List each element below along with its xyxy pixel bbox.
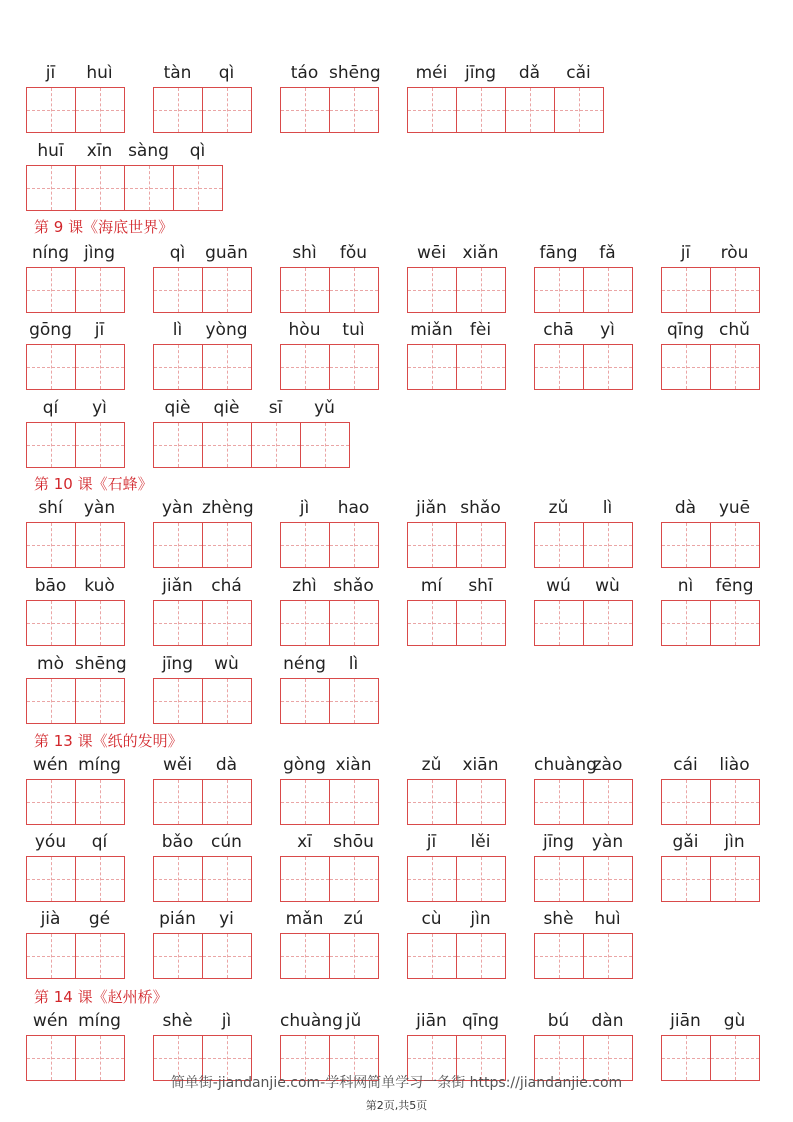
tianzige-cell[interactable] (173, 165, 223, 211)
tianzige-cell[interactable] (202, 87, 252, 133)
pinyin-label: qīng (666, 320, 705, 340)
tianzige-cell[interactable] (407, 522, 457, 568)
pinyin-label: wěi (162, 755, 193, 775)
writing-grid (26, 933, 124, 979)
tianzige-cell[interactable] (202, 267, 252, 313)
pinyin-label: yuē (718, 498, 751, 518)
pinyin-label: liào (719, 755, 750, 775)
tianzige-cell[interactable] (407, 87, 457, 133)
page-number: 第2页,共5页 (365, 1099, 428, 1112)
pinyin-label: qiè (164, 398, 191, 418)
tianzige-cell[interactable] (710, 267, 760, 313)
pinyin-label: qì (169, 243, 186, 263)
tianzige-cell[interactable] (456, 87, 506, 133)
writing-grid (534, 856, 632, 902)
tianzige-cell[interactable] (26, 856, 76, 902)
writing-grid (280, 856, 378, 902)
tianzige-cell[interactable] (153, 344, 203, 390)
pinyin-label: shēng (75, 654, 127, 674)
pinyin-label: qiè (213, 398, 240, 418)
tianzige-cell[interactable] (280, 600, 330, 646)
pinyin-label: qí (42, 398, 59, 418)
writing-grid (153, 87, 251, 133)
pinyin-label: bāo (34, 576, 67, 596)
pinyin-label: cún (211, 832, 242, 852)
pinyin-label: xiān (462, 755, 499, 775)
tianzige-cell[interactable] (26, 165, 76, 211)
writing-grid (534, 933, 632, 979)
writing-grid (280, 779, 378, 825)
pinyin-label: shè (162, 1011, 193, 1031)
pinyin-label: shī (468, 576, 493, 596)
tianzige-cell[interactable] (456, 267, 506, 313)
watermark-footer: 简单街-jiandanjie.com-学科网简单学习一条街 https://jiandanjie.com (170, 1075, 623, 1091)
pinyin-label: wēi (416, 243, 447, 263)
writing-grid (26, 779, 124, 825)
writing-grid (407, 600, 505, 646)
writing-grid (280, 344, 378, 390)
tianzige-cell[interactable] (202, 344, 252, 390)
pinyin-label: gòng (283, 755, 326, 775)
pinyin-label: mí (420, 576, 443, 596)
pinyin-label: bǎo (161, 832, 194, 852)
pinyin-label: gé (88, 909, 111, 929)
tianzige-cell[interactable] (456, 522, 506, 568)
tianzige-cell[interactable] (202, 856, 252, 902)
pinyin-label: yì (600, 320, 615, 340)
tianzige-cell[interactable] (534, 779, 584, 825)
tianzige-cell[interactable] (202, 779, 252, 825)
tianzige-cell[interactable] (407, 856, 457, 902)
tianzige-cell[interactable] (26, 344, 76, 390)
pinyin-label: jì (221, 1011, 232, 1031)
tianzige-cell[interactable] (661, 779, 711, 825)
pinyin-label: qì (189, 141, 206, 161)
tianzige-cell[interactable] (75, 344, 125, 390)
pinyin-label: tuì (342, 320, 365, 340)
tianzige-cell[interactable] (280, 933, 330, 979)
writing-grid (661, 267, 759, 313)
section-title: 第 10 课《石蜂》 (34, 475, 153, 493)
writing-grid (26, 856, 124, 902)
tianzige-cell[interactable] (280, 267, 330, 313)
tianzige-cell[interactable] (329, 933, 379, 979)
pinyin-label: jìn (724, 832, 745, 852)
tianzige-cell[interactable] (329, 678, 379, 724)
tianzige-cell[interactable] (26, 779, 76, 825)
pinyin-label: yàn (591, 832, 624, 852)
pinyin-label: chuàng (534, 755, 597, 775)
tianzige-cell[interactable] (202, 522, 252, 568)
pinyin-label: shí (38, 498, 63, 518)
section-title: 第 13 课《纸的发明》 (34, 732, 183, 750)
tianzige-cell[interactable] (26, 933, 76, 979)
pinyin-label: xī (297, 832, 312, 852)
writing-grid (280, 522, 378, 568)
pinyin-label: dàn (591, 1011, 624, 1031)
pinyin-label: shǎo (460, 498, 501, 518)
writing-grid (534, 600, 632, 646)
writing-grid (534, 267, 632, 313)
tianzige-cell[interactable] (534, 600, 584, 646)
pinyin-label: fāng (539, 243, 578, 263)
section-title: 第 14 课《赵州桥》 (34, 988, 168, 1006)
tianzige-cell[interactable] (75, 933, 125, 979)
tianzige-cell[interactable] (300, 422, 350, 468)
tianzige-cell[interactable] (710, 856, 760, 902)
tianzige-cell[interactable] (280, 522, 330, 568)
writing-grid (280, 87, 378, 133)
pinyin-label: jiān (416, 1011, 447, 1031)
writing-grid (153, 422, 349, 468)
writing-grid (407, 933, 505, 979)
pinyin-label: gǎi (672, 832, 699, 852)
pinyin-label: jì (299, 498, 310, 518)
tianzige-cell[interactable] (661, 267, 711, 313)
writing-grid (661, 600, 759, 646)
pinyin-label: jǔ (345, 1011, 362, 1031)
pinyin-label: chuàng (280, 1011, 343, 1031)
pinyin-label: sī (268, 398, 283, 418)
pinyin-label: fēng (715, 576, 754, 596)
pinyin-label: táo (290, 63, 319, 83)
tianzige-cell[interactable] (583, 600, 633, 646)
pinyin-label: fǒu (339, 243, 368, 263)
tianzige-cell[interactable] (280, 87, 330, 133)
pinyin-label: lì (602, 498, 613, 518)
pinyin-label: jiān (670, 1011, 701, 1031)
writing-grid (153, 678, 251, 724)
pinyin-label: nì (677, 576, 694, 596)
writing-grid (153, 779, 251, 825)
pinyin-label: míng (78, 755, 121, 775)
tianzige-cell[interactable] (407, 267, 457, 313)
tianzige-cell[interactable] (534, 522, 584, 568)
tianzige-cell[interactable] (75, 422, 125, 468)
tianzige-cell[interactable] (583, 267, 633, 313)
section-title: 第 9 课《海底世界》 (34, 218, 174, 236)
pinyin-label: zǔ (421, 755, 442, 775)
tianzige-cell[interactable] (75, 779, 125, 825)
tianzige-cell[interactable] (456, 856, 506, 902)
pinyin-label: qí (91, 832, 108, 852)
writing-grid (26, 87, 124, 133)
tianzige-cell[interactable] (534, 267, 584, 313)
pinyin-label: dà (674, 498, 697, 518)
pinyin-label: fǎ (599, 243, 616, 263)
tianzige-cell[interactable] (407, 779, 457, 825)
pinyin-label: dǎ (518, 63, 541, 83)
pinyin-label: qì (218, 63, 235, 83)
pinyin-label: jiǎn (416, 498, 447, 518)
tianzige-cell[interactable] (75, 267, 125, 313)
pinyin-label: guān (205, 243, 248, 263)
tianzige-cell[interactable] (407, 344, 457, 390)
pinyin-label: wù (595, 576, 620, 596)
tianzige-cell[interactable] (329, 779, 379, 825)
tianzige-cell[interactable] (280, 344, 330, 390)
tianzige-cell[interactable] (554, 87, 604, 133)
pinyin-label: chá (211, 576, 242, 596)
tianzige-cell[interactable] (280, 678, 330, 724)
pinyin-label: wén (32, 755, 69, 775)
pinyin-label: qīng (461, 1011, 500, 1031)
tianzige-cell[interactable] (456, 779, 506, 825)
pinyin-label: gù (723, 1011, 746, 1031)
writing-grid (26, 522, 124, 568)
tianzige-cell[interactable] (26, 600, 76, 646)
writing-grid (153, 522, 251, 568)
tianzige-cell[interactable] (75, 600, 125, 646)
pinyin-label: jīng (542, 832, 574, 852)
writing-grid (407, 522, 505, 568)
writing-grid (26, 422, 124, 468)
tianzige-cell[interactable] (153, 678, 203, 724)
tianzige-cell[interactable] (202, 422, 252, 468)
pinyin-label: lì (172, 320, 183, 340)
tianzige-cell[interactable] (280, 779, 330, 825)
writing-grid (153, 600, 251, 646)
pinyin-label: dà (215, 755, 238, 775)
tianzige-cell[interactable] (661, 856, 711, 902)
pinyin-label: néng (283, 654, 326, 674)
pinyin-label: shǎo (333, 576, 374, 596)
pinyin-label: shè (543, 909, 574, 929)
pinyin-label: yǔ (314, 398, 335, 418)
writing-grid (153, 933, 251, 979)
tianzige-cell[interactable] (153, 856, 203, 902)
tianzige-cell[interactable] (583, 344, 633, 390)
pinyin-label: yóu (34, 832, 67, 852)
tianzige-cell[interactable] (329, 87, 379, 133)
tianzige-cell[interactable] (329, 267, 379, 313)
pinyin-label: zhèng (202, 498, 254, 518)
pinyin-label: kuò (84, 576, 115, 596)
pinyin-label: gōng (29, 320, 72, 340)
tianzige-cell[interactable] (153, 522, 203, 568)
pinyin-label: mò (37, 654, 64, 674)
writing-grid (534, 344, 632, 390)
pinyin-label: tàn (163, 63, 192, 83)
pinyin-label: shì (292, 243, 317, 263)
pinyin-label: zǔ (548, 498, 569, 518)
pinyin-label: jī (94, 320, 105, 340)
tianzige-cell[interactable] (583, 779, 633, 825)
pinyin-label: xiàn (335, 755, 372, 775)
pinyin-label: hao (337, 498, 370, 518)
tianzige-cell[interactable] (329, 522, 379, 568)
tianzige-cell[interactable] (456, 344, 506, 390)
tianzige-cell[interactable] (710, 779, 760, 825)
writing-grid (661, 779, 759, 825)
tianzige-cell[interactable] (710, 344, 760, 390)
tianzige-cell[interactable] (202, 678, 252, 724)
tianzige-cell[interactable] (280, 856, 330, 902)
pinyin-label: cù (421, 909, 442, 929)
pinyin-label: chā (543, 320, 574, 340)
pinyin-label: zú (343, 909, 364, 929)
tianzige-cell[interactable] (153, 779, 203, 825)
tianzige-cell[interactable] (75, 522, 125, 568)
tianzige-cell[interactable] (153, 422, 203, 468)
writing-grid (280, 600, 378, 646)
tianzige-cell[interactable] (251, 422, 301, 468)
tianzige-cell[interactable] (329, 600, 379, 646)
pinyin-label: zào (592, 755, 623, 775)
tianzige-cell[interactable] (202, 600, 252, 646)
writing-grid (280, 267, 378, 313)
tianzige-cell[interactable] (26, 678, 76, 724)
tianzige-cell[interactable] (407, 933, 457, 979)
tianzige-cell[interactable] (329, 344, 379, 390)
pinyin-label: yì (92, 398, 107, 418)
tianzige-cell[interactable] (710, 522, 760, 568)
writing-grid (26, 267, 124, 313)
pinyin-label: wú (546, 576, 571, 596)
tianzige-cell[interactable] (534, 856, 584, 902)
tianzige-cell[interactable] (329, 856, 379, 902)
pinyin-label: jī (426, 832, 437, 852)
pinyin-label: méi (415, 63, 448, 83)
tianzige-cell[interactable] (26, 87, 76, 133)
pinyin-label: huì (594, 909, 621, 929)
pinyin-label: jī (680, 243, 691, 263)
tianzige-cell[interactable] (75, 856, 125, 902)
pinyin-label: jìng (83, 243, 115, 263)
writing-grid (407, 344, 505, 390)
pinyin-label: huì (86, 63, 113, 83)
pinyin-label: shēng (329, 63, 381, 83)
pinyin-label: jīng (464, 63, 496, 83)
tianzige-cell[interactable] (456, 933, 506, 979)
pinyin-label: míng (78, 1011, 121, 1031)
pinyin-label: zhì (292, 576, 317, 596)
pinyin-label: yi (219, 909, 234, 929)
tianzige-cell[interactable] (710, 600, 760, 646)
pinyin-label: yàn (161, 498, 194, 518)
pinyin-label: jìn (470, 909, 491, 929)
tianzige-cell[interactable] (153, 267, 203, 313)
pinyin-label: lì (348, 654, 359, 674)
tianzige-cell[interactable] (456, 600, 506, 646)
tianzige-cell[interactable] (661, 522, 711, 568)
tianzige-cell[interactable] (583, 522, 633, 568)
tianzige-cell[interactable] (661, 344, 711, 390)
writing-grid (26, 678, 124, 724)
pinyin-label: hòu (288, 320, 321, 340)
tianzige-cell[interactable] (75, 165, 125, 211)
pinyin-label: ròu (720, 243, 749, 263)
tianzige-cell[interactable] (153, 933, 203, 979)
tianzige-cell[interactable] (26, 522, 76, 568)
writing-grid (280, 933, 378, 979)
pinyin-label: jià (40, 909, 61, 929)
writing-grid (280, 678, 378, 724)
tianzige-cell[interactable] (407, 600, 457, 646)
tianzige-cell[interactable] (583, 933, 633, 979)
writing-grid (153, 856, 251, 902)
tianzige-cell[interactable] (153, 87, 203, 133)
writing-grid (661, 344, 759, 390)
pinyin-label: yòng (205, 320, 248, 340)
pinyin-label: xiǎn (462, 243, 499, 263)
writing-grid (407, 267, 505, 313)
writing-grid (534, 779, 632, 825)
tianzige-cell[interactable] (124, 165, 174, 211)
writing-grid (661, 522, 759, 568)
pinyin-label: mǎn (285, 909, 324, 929)
pinyin-label: cǎi (566, 63, 591, 83)
pinyin-label: jiǎn (162, 576, 193, 596)
tianzige-cell[interactable] (583, 856, 633, 902)
writing-grid (407, 856, 505, 902)
tianzige-cell[interactable] (505, 87, 555, 133)
writing-grid (26, 165, 222, 211)
writing-grid (534, 522, 632, 568)
writing-grid (407, 779, 505, 825)
pinyin-label: jīng (161, 654, 193, 674)
tianzige-cell[interactable] (75, 678, 125, 724)
tianzige-cell[interactable] (26, 267, 76, 313)
pinyin-label: wén (32, 1011, 69, 1031)
pinyin-label: chǔ (719, 320, 750, 340)
tianzige-cell[interactable] (202, 933, 252, 979)
pinyin-label: bú (547, 1011, 570, 1031)
writing-grid (153, 344, 251, 390)
pinyin-label: níng (31, 243, 70, 263)
tianzige-cell[interactable] (26, 422, 76, 468)
pinyin-label: sàng (128, 141, 169, 161)
tianzige-cell[interactable] (75, 87, 125, 133)
pinyin-label: jī (45, 63, 56, 83)
pinyin-label: miǎn (410, 320, 453, 340)
writing-grid (153, 267, 251, 313)
pinyin-label: pián (159, 909, 196, 929)
writing-grid (661, 856, 759, 902)
tianzige-cell[interactable] (661, 600, 711, 646)
pinyin-label: huī (37, 141, 64, 161)
tianzige-cell[interactable] (534, 344, 584, 390)
pinyin-label: wù (214, 654, 239, 674)
writing-grid (26, 344, 124, 390)
pinyin-label: lěi (470, 832, 491, 852)
pinyin-label: yàn (83, 498, 116, 518)
writing-grid (407, 87, 603, 133)
writing-grid (26, 600, 124, 646)
tianzige-cell[interactable] (153, 600, 203, 646)
pinyin-label: shōu (333, 832, 374, 852)
pinyin-label: fèi (469, 320, 492, 340)
tianzige-cell[interactable] (534, 933, 584, 979)
pinyin-label: cái (673, 755, 698, 775)
pinyin-label: xīn (86, 141, 113, 161)
